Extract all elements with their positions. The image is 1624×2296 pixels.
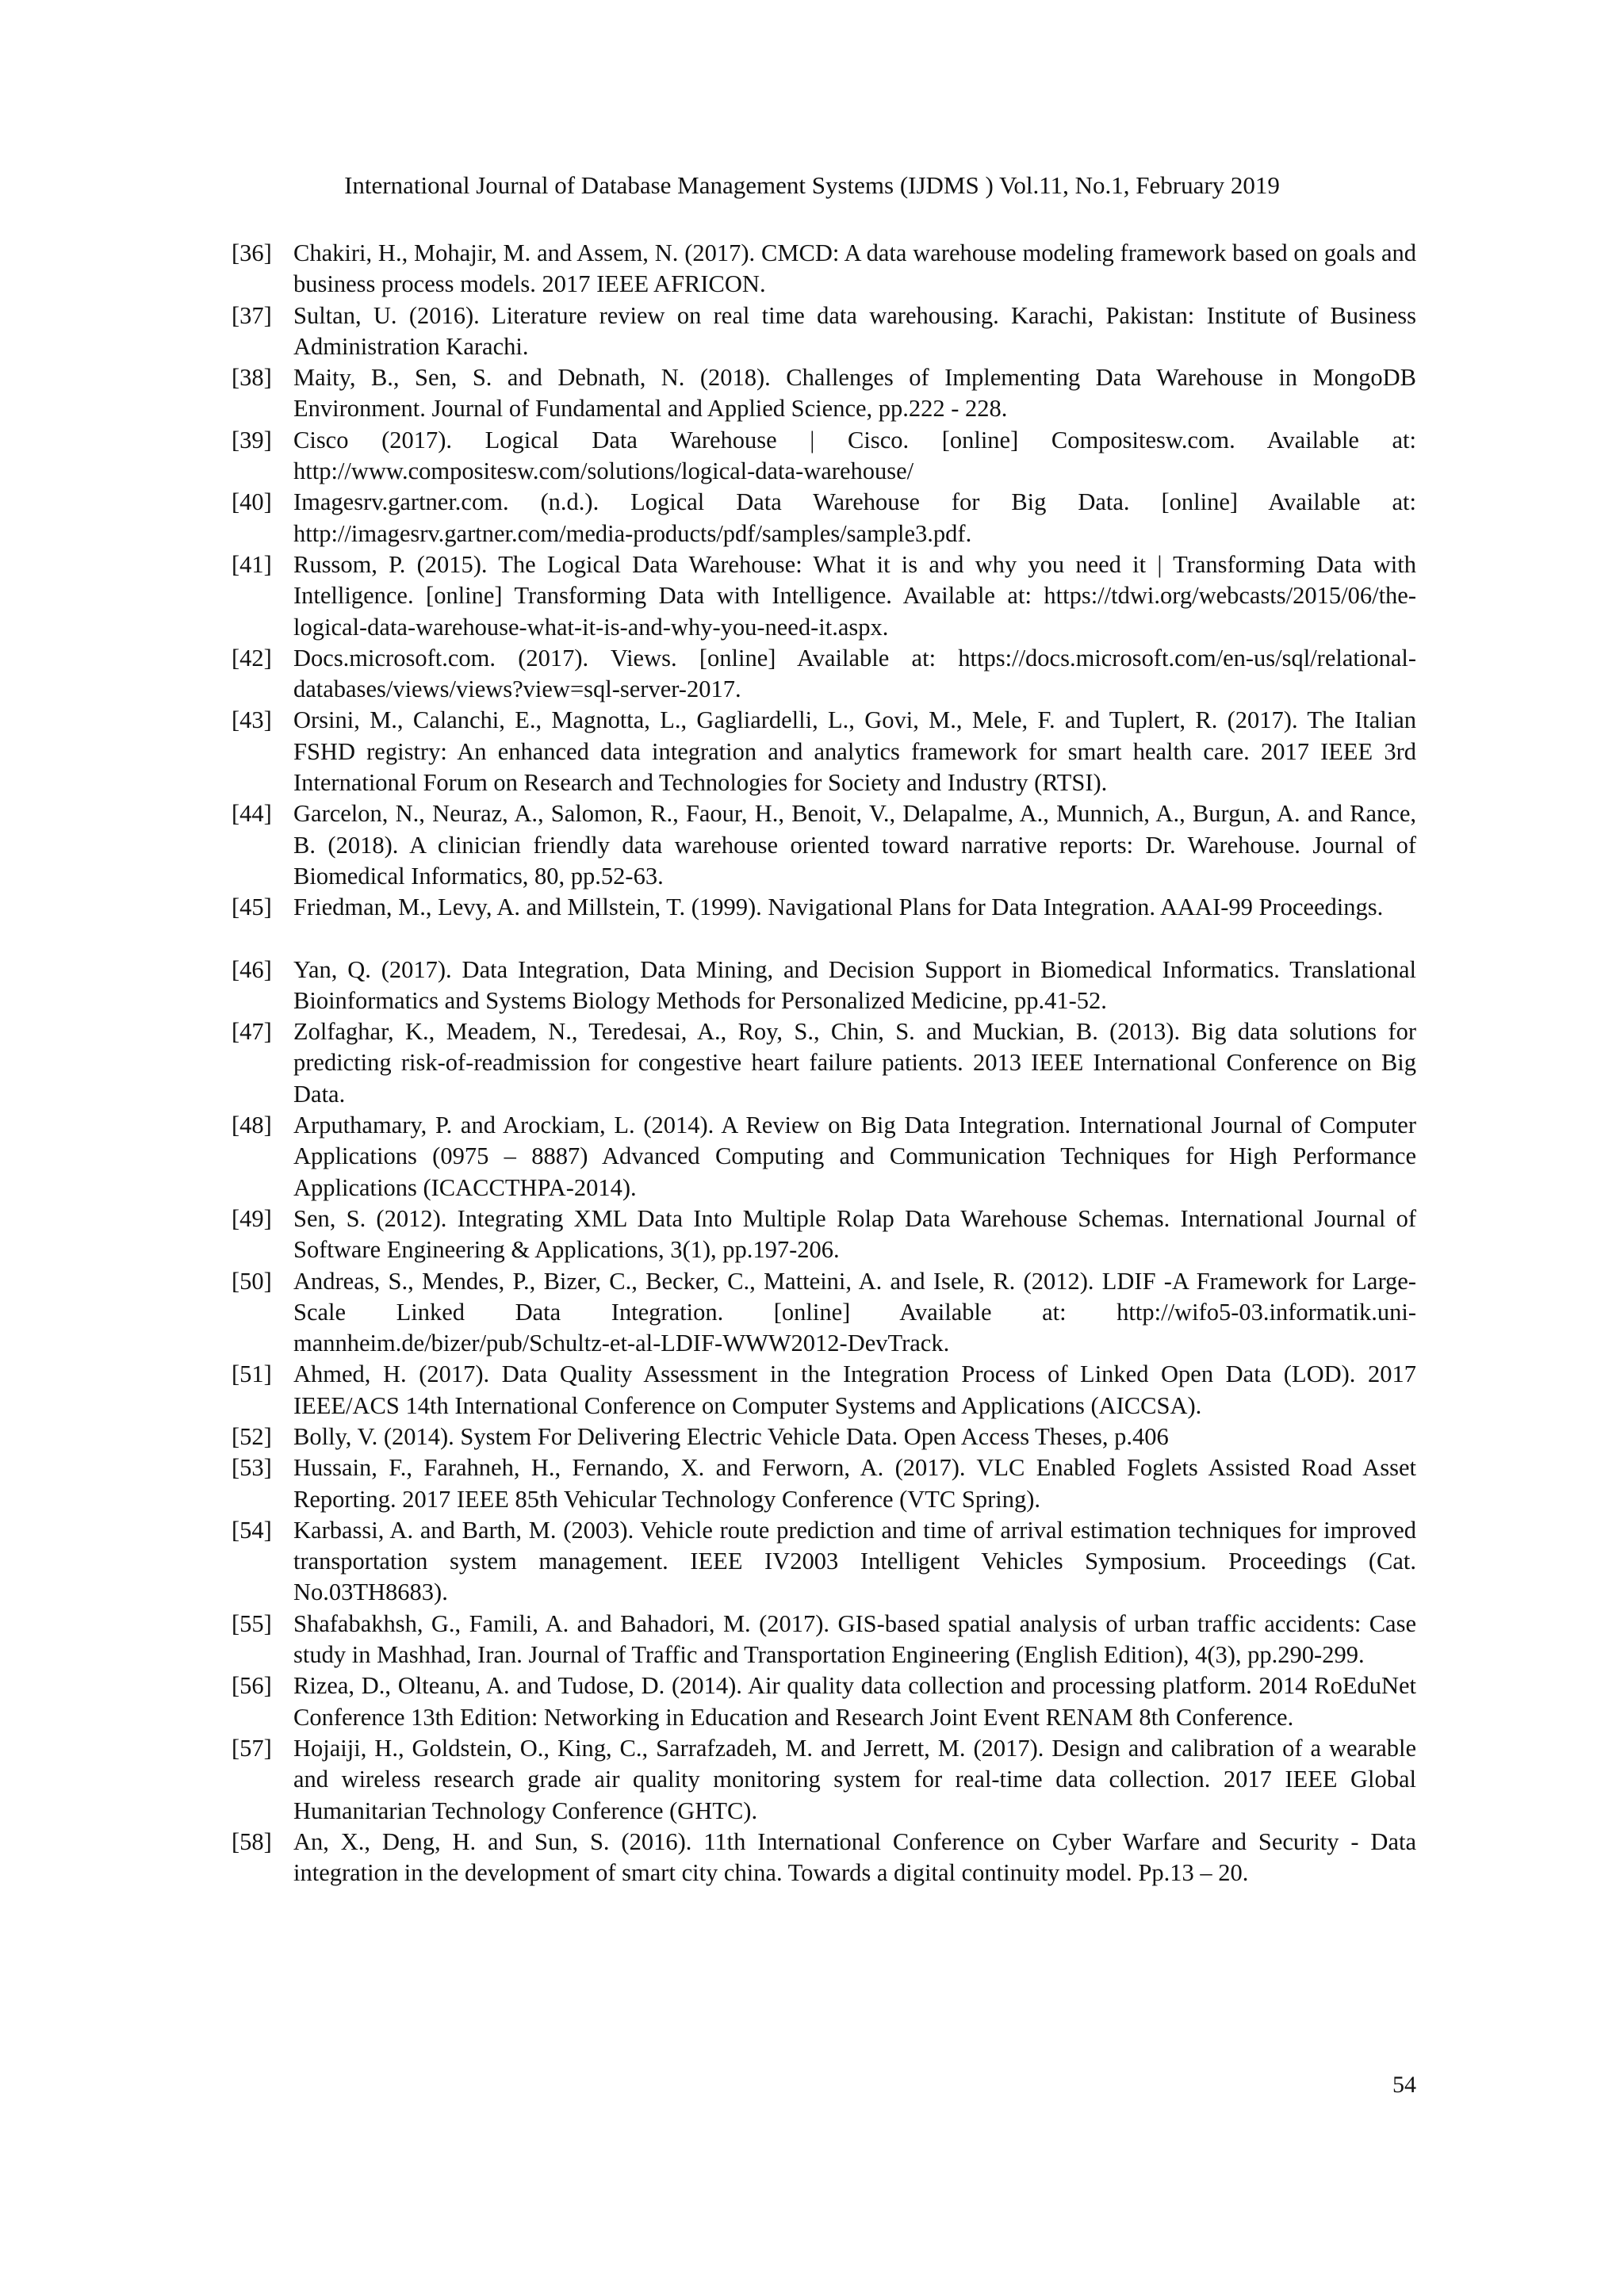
- reference-text: Rizea, D., Olteanu, A. and Tudose, D. (2014). Air quality data collection and processing platform. 2014 RoEduNet Conference 13th Edition: Networking in Education and Research Joint Event RENAM 8th Conference.: [293, 1672, 1416, 1731]
- reference-number: [54]: [232, 1516, 272, 1544]
- reference-item: [232, 425, 1416, 488]
- reference-item: [232, 238, 1416, 300]
- reference-text: An, X., Deng, H. and Sun, S. (2016). 11th International Conference on Cyber Warfare and Security - Data integration in the development of smart city china. Towards a digital continuity model. Pp.13 – 20.: [293, 1827, 1416, 1887]
- reference-item: [232, 1203, 1416, 1266]
- reference-item: [232, 300, 1416, 363]
- reference-text: Friedman, M., Levy, A. and Millstein, T. (1999). Navigational Plans for Data Integration. AAAI-99 Proceedings.: [293, 894, 1384, 921]
- reference-number: [41]: [232, 550, 272, 578]
- reference-number: [43]: [232, 706, 272, 734]
- reference-number: [46]: [232, 955, 272, 983]
- reference-text: Sultan, U. (2016). Literature review on real time data warehousing. Karachi, Pakistan: Institute of Business Administration Karachi.: [293, 301, 1416, 360]
- reference-text: Hojaiji, H., Goldstein, O., King, C., Sarrafzadeh, M. and Jerrett, M. (2017). Design and calibration of a wearable and wireless research grade air quality monitoring system for real-time data collection. 2017 IEEE Global Humanitarian Technology Conference (GHTC).: [293, 1734, 1416, 1824]
- reference-number: [37]: [232, 301, 272, 329]
- reference-item: [232, 487, 1416, 549]
- reference-text: Russom, P. (2015). The Logical Data Warehouse: What it is and why you need it | Transforming Data with Intelligence. [online] Transforming Data with Intelligence. Available at: https://tdwi.org/webcasts/2015/06/the-logical-data-warehouse-what-it-is-and-why-you-need-it.aspx.: [293, 550, 1416, 641]
- reference-text: Sen, S. (2012). Integrating XML Data Into Multiple Rolap Data Warehouse Schemas. International Journal of Software Engineering & Applications, 3(1), pp.197-206.: [293, 1204, 1416, 1264]
- reference-text: Maity, B., Sen, S. and Debnath, N. (2018). Challenges of Implementing Data Warehouse in MongoDB Environment. Journal of Fundamental and Applied Science, pp.222 - 228.: [293, 364, 1416, 423]
- reference-number: [57]: [232, 1734, 272, 1762]
- reference-text: Zolfaghar, K., Meadem, N., Teredesai, A., Roy, S., Chin, S. and Muckian, B. (2013). Big data solutions for predicting risk-of-readmission for congestive heart failure patients. 2013 IEEE International Conference on Big Data.: [293, 1018, 1416, 1108]
- reference-number: [42]: [232, 644, 272, 672]
- reference-text: Orsini, M., Calanchi, E., Magnotta, L., Gagliardelli, L., Govi, M., Mele, F. and Tuplert, R. (2017). The Italian FSHD registry: An enhanced data integration and analytics framework for smart health care. 2017 IEEE 3rd International Forum on Research and Technologies for Society and Industry (RTSI).: [293, 706, 1416, 797]
- reference-item: [232, 1359, 1416, 1422]
- reference-text: Hussain, F., Farahneh, H., Fernando, X. and Ferworn, A. (2017). VLC Enabled Foglets Assisted Road Asset Reporting. 2017 IEEE 85th Vehicular Technology Conference (VTC Spring).: [293, 1454, 1416, 1513]
- reference-item: [232, 1110, 1416, 1203]
- reference-number: [40]: [232, 488, 272, 516]
- reference-text: Karbassi, A. and Barth, M. (2003). Vehicle route prediction and time of arrival estimation techniques for improved transportation system management. IEEE IV2003 Intelligent Vehicles Symposium. Proceedings (Cat. No.03TH8683).: [293, 1516, 1416, 1606]
- reference-item: [232, 1515, 1416, 1609]
- reference-number: [36]: [232, 239, 272, 266]
- reference-item: [232, 362, 1416, 425]
- reference-text: Ahmed, H. (2017). Data Quality Assessment in the Integration Process of Linked Open Data (LOD). 2017 IEEE/ACS 14th International Conference on Computer Systems and Applications (AICCSA).: [293, 1360, 1416, 1419]
- reference-number: [38]: [232, 364, 272, 392]
- reference-number: [48]: [232, 1112, 272, 1139]
- reference-item: [232, 1609, 1416, 1671]
- reference-item: [232, 549, 1416, 643]
- reference-number: [50]: [232, 1267, 272, 1295]
- reference-text: Imagesrv.gartner.com. (n.d.). Logical Data Warehouse for Big Data. [online] Available at: http://imagesrv.gartner.com/media-products/pdf/samples/sample3.pdf.: [293, 488, 1416, 547]
- reference-item: [232, 705, 1416, 798]
- reference-text: Arputhamary, P. and Arockiam, L. (2014). A Review on Big Data Integration. International Journal of Computer Applications (0975 – 8887) Advanced Computing and Communication Techniques for High Performance Applications (ICACCTHPA-2014).: [293, 1112, 1416, 1201]
- reference-item: [232, 892, 1416, 923]
- reference-number: [56]: [232, 1672, 272, 1700]
- reference-text: Cisco (2017). Logical Data Warehouse | Cisco. [online] Compositesw.com. Available at: http://www.compositesw.com/solutions/logical-data-warehouse/: [293, 426, 1416, 485]
- reference-number: [49]: [232, 1204, 272, 1232]
- reference-number: [47]: [232, 1018, 272, 1046]
- reference-item: [232, 1827, 1416, 1889]
- reference-item: [232, 643, 1416, 706]
- reference-item: [232, 1733, 1416, 1827]
- reference-item: [232, 1422, 1416, 1452]
- reference-item: [232, 1016, 1416, 1110]
- reference-number: [44]: [232, 800, 272, 828]
- reference-item: [232, 798, 1416, 892]
- reference-text: Bolly, V. (2014). System For Delivering Electric Vehicle Data. Open Access Theses, p.406: [293, 1422, 1169, 1450]
- reference-number: [52]: [232, 1422, 272, 1450]
- reference-number: [58]: [232, 1827, 272, 1855]
- running-header: International Journal of Database Management Systems (IJDMS ) Vol.11, No.1, February 2019: [344, 171, 1280, 199]
- page-number: 54: [1392, 2072, 1416, 2098]
- reference-text: Yan, Q. (2017). Data Integration, Data Mining, and Decision Support in Biomedical Informatics. Translational Bioinformatics and Systems Biology Methods for Personalized Medicine, pp.41-52.: [293, 955, 1416, 1014]
- reference-number: [55]: [232, 1609, 272, 1637]
- reference-text: Andreas, S., Mendes, P., Bizer, C., Becker, C., Matteini, A. and Isele, R. (2012). LDIF -A Framework for Large-Scale Linked Data Integration. [online] Available at: http://wifo5-03.informatik.uni-mannheim.de/bizer/pub/Schultz-et-al-LDIF-WWW2012-DevTrack.: [293, 1267, 1416, 1357]
- reference-text: Garcelon, N., Neuraz, A., Salomon, R., Faour, H., Benoit, V., Delapalme, A., Munnich, A., Burgun, A. and Rance, B. (2018). A clinician friendly data warehouse oriented toward narrative reports: Dr. Warehouse. Journal of Biomedical Informatics, 80, pp.52-63.: [293, 800, 1416, 890]
- reference-text: Chakiri, H., Mohajir, M. and Assem, N. (2017). CMCD: A data warehouse modeling framework based on goals and business process models. 2017 IEEE AFRICON.: [293, 239, 1416, 298]
- reference-item: [232, 1452, 1416, 1515]
- reference-number: [51]: [232, 1360, 272, 1388]
- reference-number: [45]: [232, 894, 272, 921]
- reference-text: Docs.microsoft.com. (2017). Views. [online] Available at: https://docs.microsoft.com/en-us/sql/relational-databases/views/views?view=sql-server-2017.: [293, 644, 1416, 703]
- reference-item: [232, 1670, 1416, 1733]
- reference-list: [232, 238, 1416, 1888]
- reference-item: [232, 1266, 1416, 1360]
- reference-item: [232, 955, 1416, 1017]
- reference-number: [53]: [232, 1454, 272, 1482]
- reference-number: [39]: [232, 426, 272, 453]
- reference-text: Shafabakhsh, G., Famili, A. and Bahadori, M. (2017). GIS-based spatial analysis of urban traffic accidents: Case study in Mashhad, Iran. Journal of Traffic and Transportation Engineering (English Edition), 4(3), pp.290-299.: [293, 1609, 1416, 1669]
